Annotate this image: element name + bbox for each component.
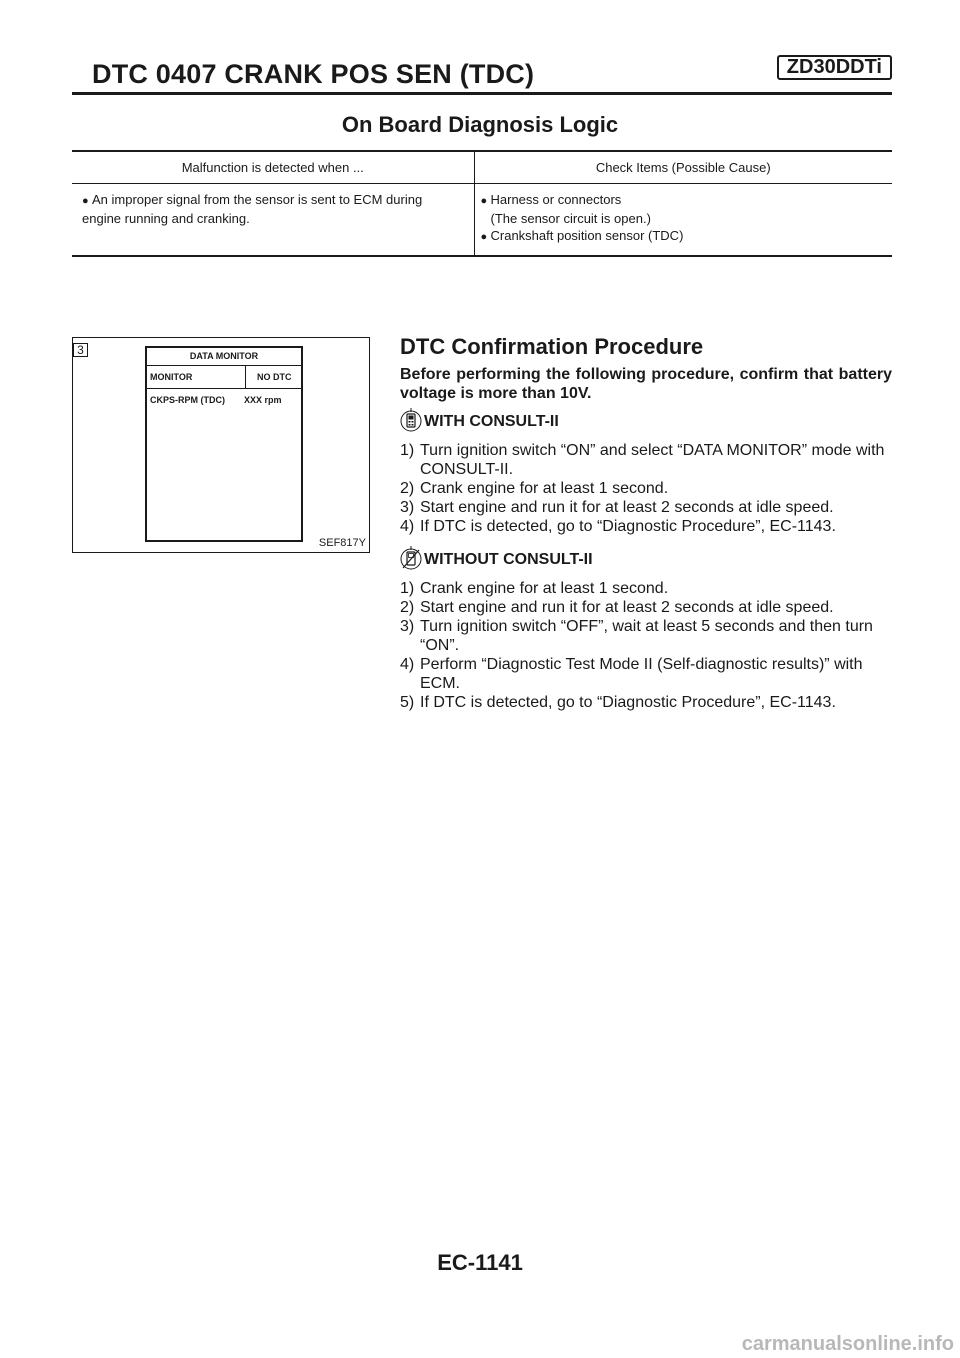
with-consult-steps (400, 441, 892, 536)
list-item: 1) Crank engine for at least 1 second. (400, 580, 669, 597)
monitor-divider (245, 366, 246, 388)
monitor-column-label: MONITOR (150, 372, 193, 382)
table-header-row (72, 151, 892, 183)
monitor-item-name: CKPS-RPM (TDC) (150, 395, 225, 405)
data-monitor-figure (72, 337, 370, 553)
list-item: 2) Crank engine for at least 1 second. (400, 480, 669, 497)
list-item: 4) Perform “Diagnostic Test Mode II (Self-diagnostic results)” with ECM. (400, 656, 863, 692)
monitor-title: DATA MONITOR (147, 348, 301, 366)
procedure-intro: Before performing the following procedure, confirm that battery voltage is more than 10V. (400, 366, 892, 402)
check-item-note: (The sensor circuit is open.) (490, 210, 651, 226)
list-item: 1) Turn ignition switch “ON” and select “DATA MONITOR” mode with CONSULT-II. (400, 442, 885, 478)
list-item: 3) Turn ignition switch “OFF”, wait at least 5 seconds and then turn “ON”. (400, 618, 873, 654)
malfunction-cell (72, 183, 474, 256)
monitor-screen (145, 346, 303, 542)
bullet-icon: ● (480, 194, 488, 207)
diagnosis-logic-table (72, 150, 892, 257)
table-row (72, 183, 892, 256)
no-tester-icon (400, 544, 422, 574)
without-consult-heading (400, 544, 892, 574)
bullet-icon: ● (480, 230, 488, 243)
malfunction-text: An improper signal from the sensor is sent to ECM during (92, 191, 423, 207)
malfunction-column-header: Malfunction is detected when ... (72, 151, 474, 183)
check-item-sensor: Crankshaft position sensor (TDC) (490, 227, 684, 243)
monitor-item-value: XXX rpm (244, 395, 282, 405)
list-item: 3) Start engine and run it for at least 2 seconds at idle speed. (400, 499, 834, 516)
malfunction-text-cont: engine running and cranking. (82, 210, 250, 226)
watermark: carmanualsonline.info (741, 1333, 954, 1355)
with-consult-label: WITH CONSULT-II (424, 413, 559, 430)
procedure-section (400, 332, 892, 712)
check-item-harness: Harness or connectors (490, 191, 622, 207)
consult-tester-icon (400, 406, 422, 436)
check-items-column-header: Check Items (Possible Cause) (474, 151, 892, 183)
figure-code: SEF817Y (318, 537, 366, 549)
engine-model-badge: ZD30DDTi (777, 55, 892, 80)
procedure-title: DTC Confirmation Procedure (400, 334, 704, 359)
monitor-header-row (147, 366, 301, 389)
header-title: DTC 0407 CRANK POS SEN (TDC) (92, 59, 535, 89)
list-item: 2) Start engine and run it for at least 2 seconds at idle speed. (400, 599, 834, 616)
list-item: 5) If DTC is detected, go to “Diagnostic Procedure”, EC-1143. (400, 694, 836, 711)
page-header (72, 55, 892, 95)
list-item: 4) If DTC is detected, go to “Diagnostic Procedure”, EC-1143. (400, 518, 836, 535)
obd-logic-title: On Board Diagnosis Logic (341, 112, 619, 137)
monitor-status: NO DTC (257, 372, 292, 382)
with-consult-heading (400, 406, 892, 436)
without-consult-steps (400, 579, 892, 712)
bullet-icon: ● (82, 194, 89, 207)
figure-number: 3 (73, 343, 88, 357)
check-items-cell (474, 183, 892, 256)
monitor-item-row (147, 389, 301, 409)
page-number: EC-1141 (437, 1250, 523, 1275)
without-consult-label: WITHOUT CONSULT-II (424, 551, 593, 568)
